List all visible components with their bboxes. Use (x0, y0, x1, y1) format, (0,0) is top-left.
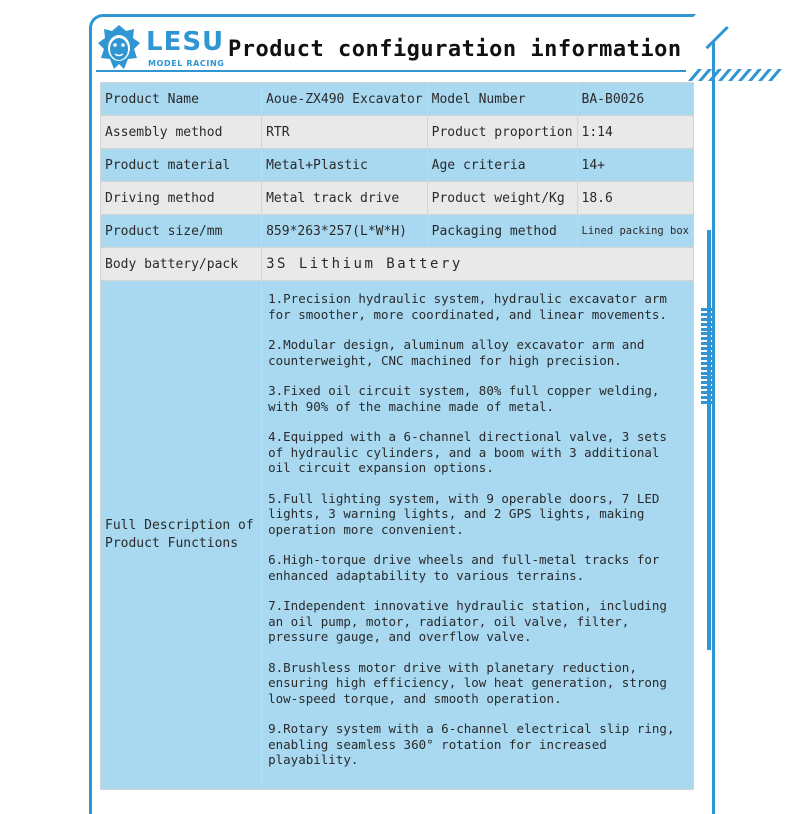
description-item: 6.High-torque drive wheels and full-metal tracks for enhanced adaptability to various terrains. (268, 552, 660, 583)
spec-row (101, 182, 694, 215)
description-item: 2.Modular design, aluminum alloy excavator arm and counterweight, CNC machined for high precision. (268, 337, 645, 368)
spec-label: Body battery/pack (101, 248, 262, 281)
spec-row (101, 83, 694, 116)
spec-value: Aoue-ZX490 Excavator (262, 83, 428, 116)
spec-row (101, 215, 694, 248)
header (92, 17, 712, 77)
spec-value: RTR (262, 116, 428, 149)
description-item: 1.Precision hydraulic system, hydraulic excavator arm for smoother, more coordinated, and linear movements. (268, 291, 667, 322)
spec-value: Metal+Plastic (262, 149, 428, 182)
spec-label: Packaging method (427, 215, 577, 248)
spec-value: 3S Lithium Battery (262, 248, 694, 281)
page-title: Product configuration information (228, 37, 682, 62)
side-tick-marks (701, 308, 715, 404)
description-item: 8.Brushless motor drive with planetary reduction, ensuring high efficiency, low heat generation, strong low-speed torque, and smooth operation. (268, 659, 667, 706)
spec-label: Driving method (101, 182, 262, 215)
spec-value: 18.6 (577, 182, 693, 215)
brand-logo (96, 23, 226, 83)
header-divider (96, 70, 686, 72)
spec-table (100, 82, 694, 790)
spec-value: Metal track drive (262, 182, 428, 215)
spec-value: BA-B0026 (577, 83, 693, 116)
description-item: 5.Full lighting system, with 9 operable doors, 7 LED lights, 3 warning lights, and 2 GPS lights, making operation more convenient. (268, 490, 660, 537)
spec-value: 14+ (577, 149, 693, 182)
brand-tagline: MODEL RACING (148, 59, 225, 68)
spec-label: Age criteria (427, 149, 577, 182)
side-accent-bar (707, 230, 711, 650)
spec-value: Lined packing box (577, 215, 693, 248)
description-list (262, 281, 694, 790)
spec-label: Product material (101, 149, 262, 182)
spec-value: 1:14 (577, 116, 693, 149)
spec-label: Product weight/Kg (427, 182, 577, 215)
battery-row (101, 248, 694, 281)
spec-label: Assembly method (101, 116, 262, 149)
decorative-stripes (686, 41, 796, 81)
description-item: 9.Rotary system with a 6-channel electrical slip ring, enabling seamless 360° rotation for increased playability. (268, 721, 675, 767)
description-label: Full Description of Product Functions (101, 281, 262, 790)
description-item: 7.Independent innovative hydraulic station, including an oil pump, motor, radiator, oil valve, filter, pressure gauge, and overflow valve. (268, 598, 667, 644)
spec-label: Product proportion (427, 116, 577, 149)
spec-row (101, 149, 694, 182)
brand-name: LESU (146, 27, 225, 57)
spec-value: 859*263*257(L*W*H) (262, 215, 428, 248)
description-row (101, 281, 694, 790)
spec-label: Model Number (427, 83, 577, 116)
spec-row (101, 116, 694, 149)
spec-label: Product size/mm (101, 215, 262, 248)
spec-label: Product Name (101, 83, 262, 116)
lion-head-icon (96, 23, 142, 73)
description-item: 4.Equipped with a 6-channel directional valve, 3 sets of hydraulic cylinders, and a boom with 3 additional oil circuit expansion options. (268, 429, 667, 475)
description-item: 3.Fixed oil circuit system, 80% full copper welding, with 90% of the machine made of metal. (268, 383, 660, 414)
